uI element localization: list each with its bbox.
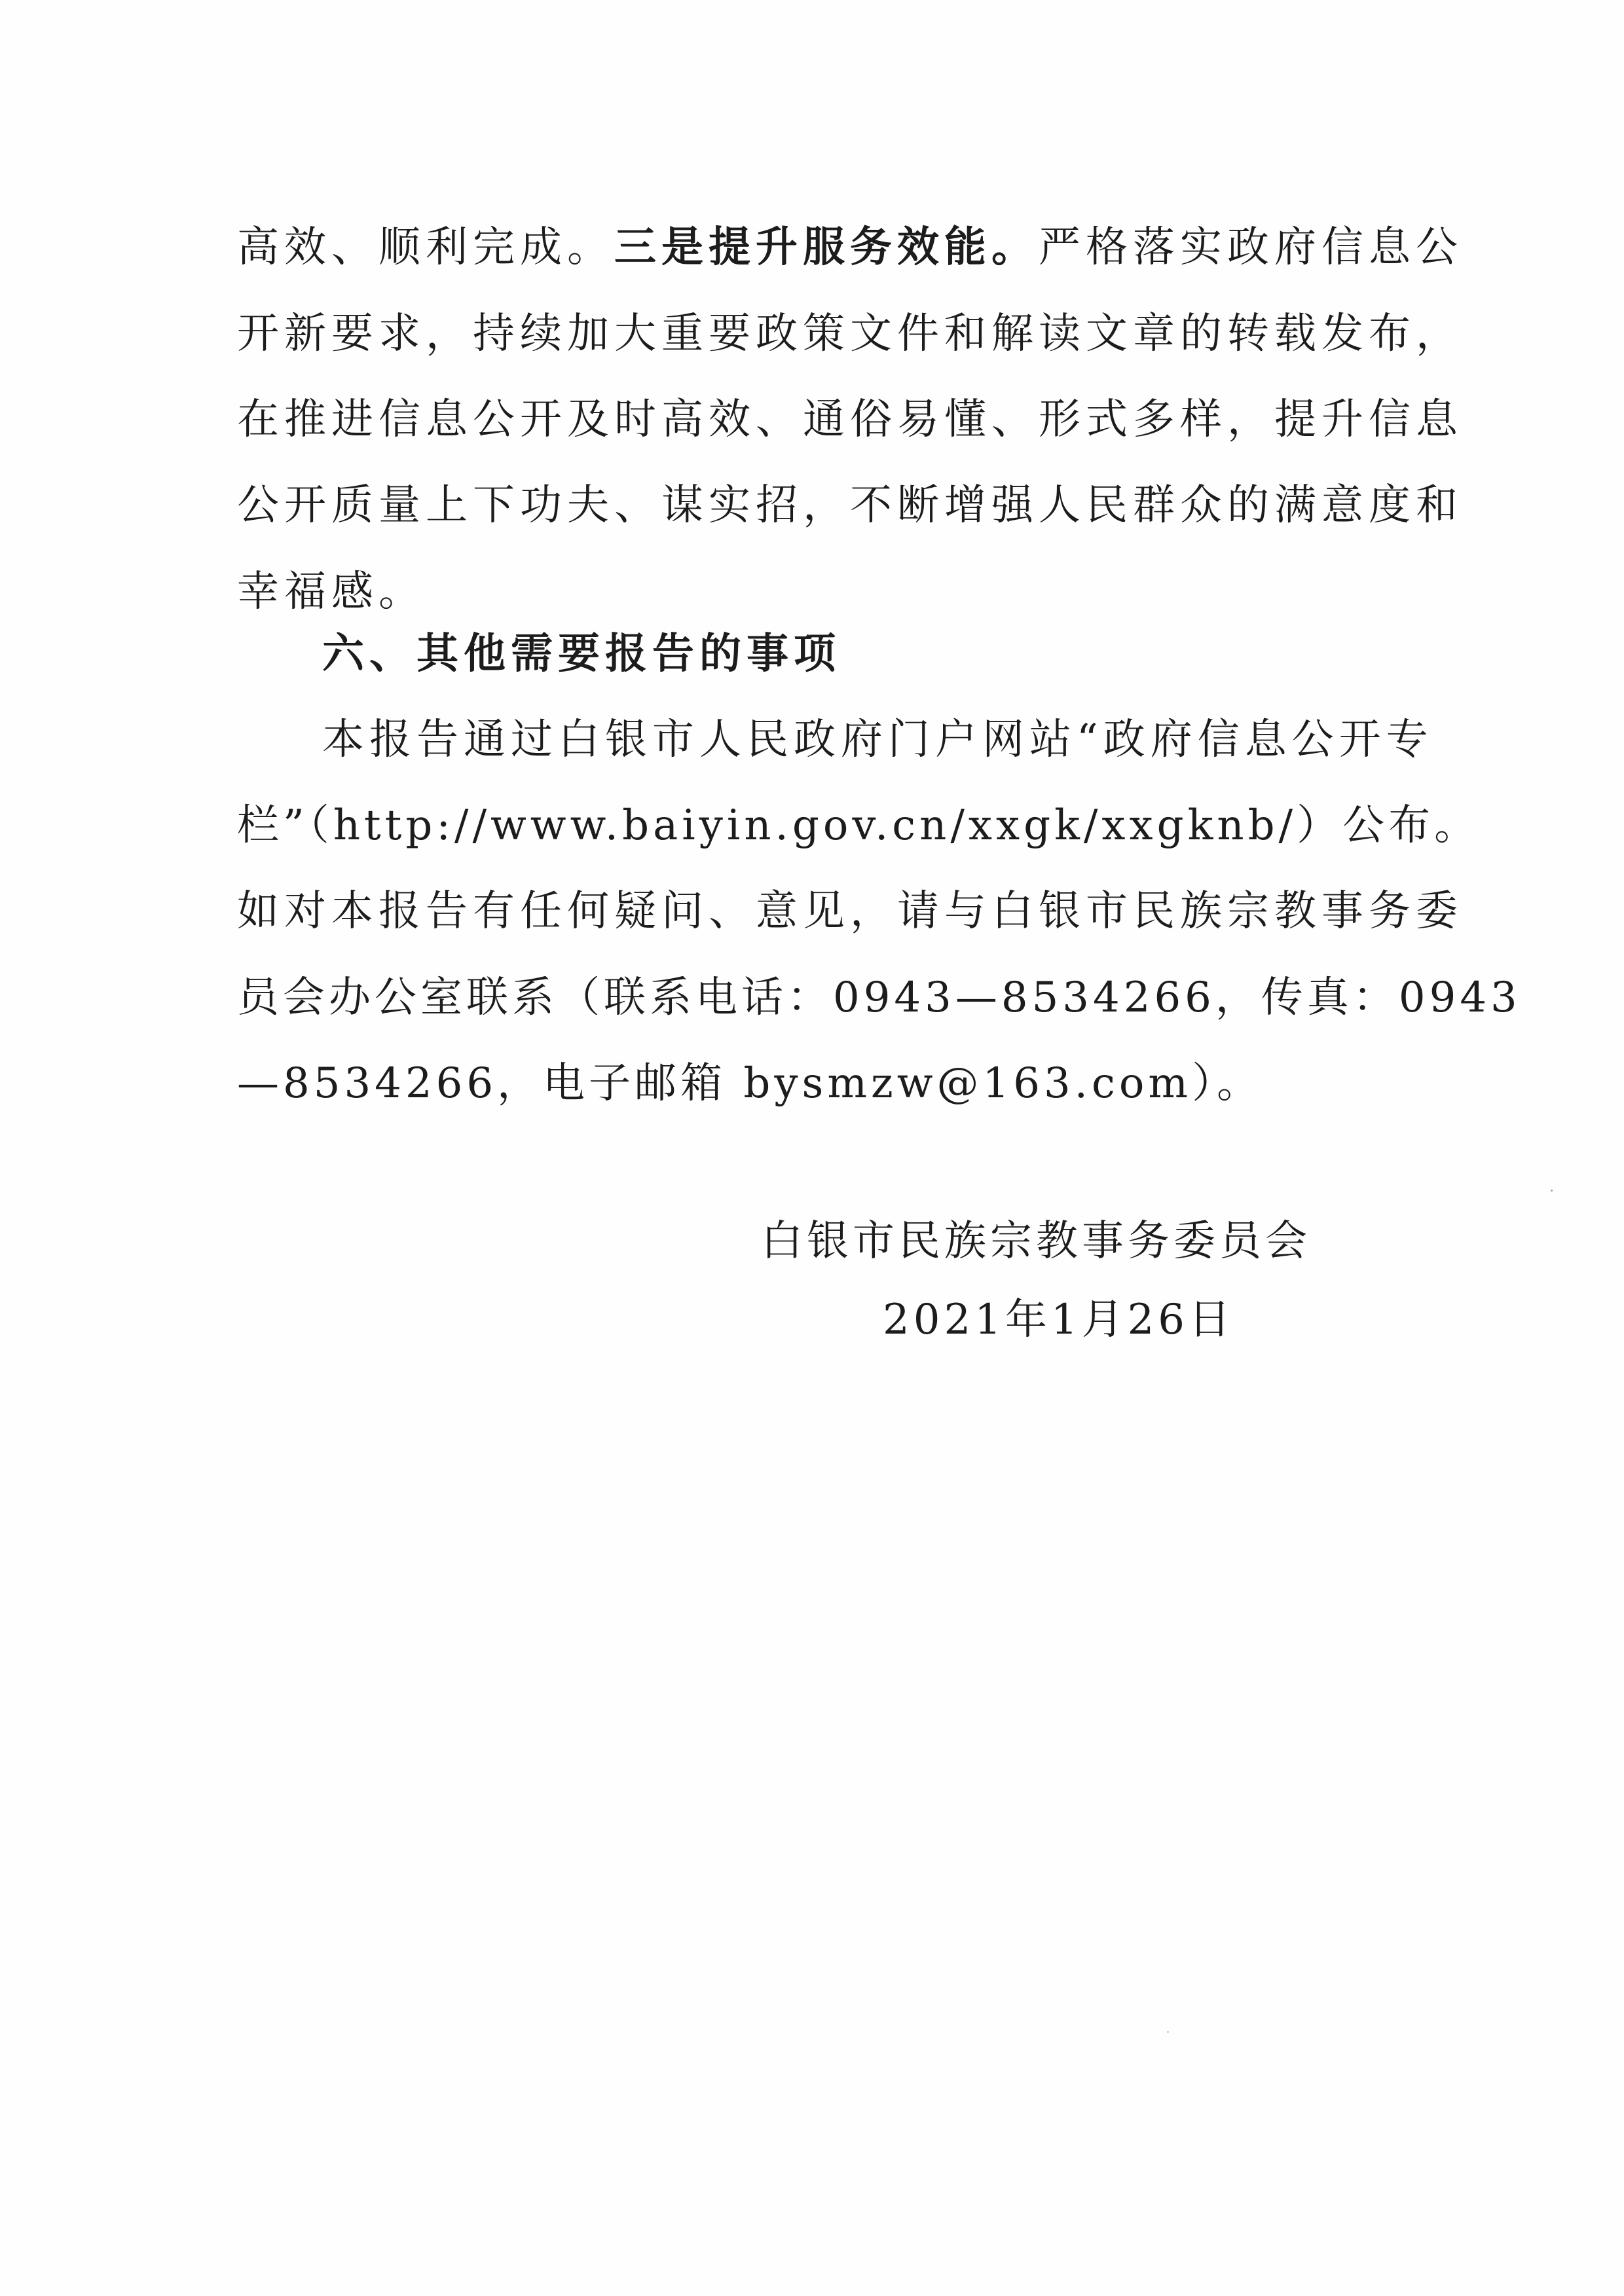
- scan-speck: [1551, 1190, 1553, 1192]
- signature-organization: 白银市民族宗教事务委员会: [761, 1217, 1311, 1266]
- signature-date: 2021年1月26日: [883, 1296, 1235, 1344]
- scan-speck: [1167, 2031, 1169, 2033]
- paragraph-line: 在推进信息公开及时高效、通俗易懂、形式多样，提升信息: [237, 395, 1463, 444]
- paragraph-line: 员会办公室联系（联系电话：0943—8534266，传真：0943: [237, 974, 1521, 1022]
- paragraph-line: —8534266，电子邮箱 bysmzw@163.com）。: [237, 1059, 1263, 1108]
- paragraph-line: 幸福感。: [237, 568, 426, 616]
- bold-lead-phrase: 三是提升服务效能。: [614, 223, 1039, 272]
- paragraph-line: 本报告通过白银市人民政府门户网站“政府信息公开专: [322, 716, 1433, 764]
- paragraph-line: 开新要求，持续加大重要政策文件和解读文章的转载发布，: [237, 310, 1463, 358]
- paragraph-line: 栏”（http://www.baiyin.gov.cn/xxgk/xxgknb/）公布。: [237, 801, 1481, 850]
- paragraph-line: 公开质量上下功夫、谋实招，不断增强人民群众的满意度和: [237, 481, 1463, 530]
- paragraph-line: [237, 221, 1463, 274]
- text-run: 严格落实政府信息公: [1039, 223, 1463, 272]
- text-run: 高效、顺利完成。: [237, 223, 614, 272]
- paragraph-line: 如对本报告有任何疑问、意见，请与白银市民族宗教事务委: [237, 887, 1463, 936]
- section-heading: 六、其他需要报告的事项: [322, 630, 841, 678]
